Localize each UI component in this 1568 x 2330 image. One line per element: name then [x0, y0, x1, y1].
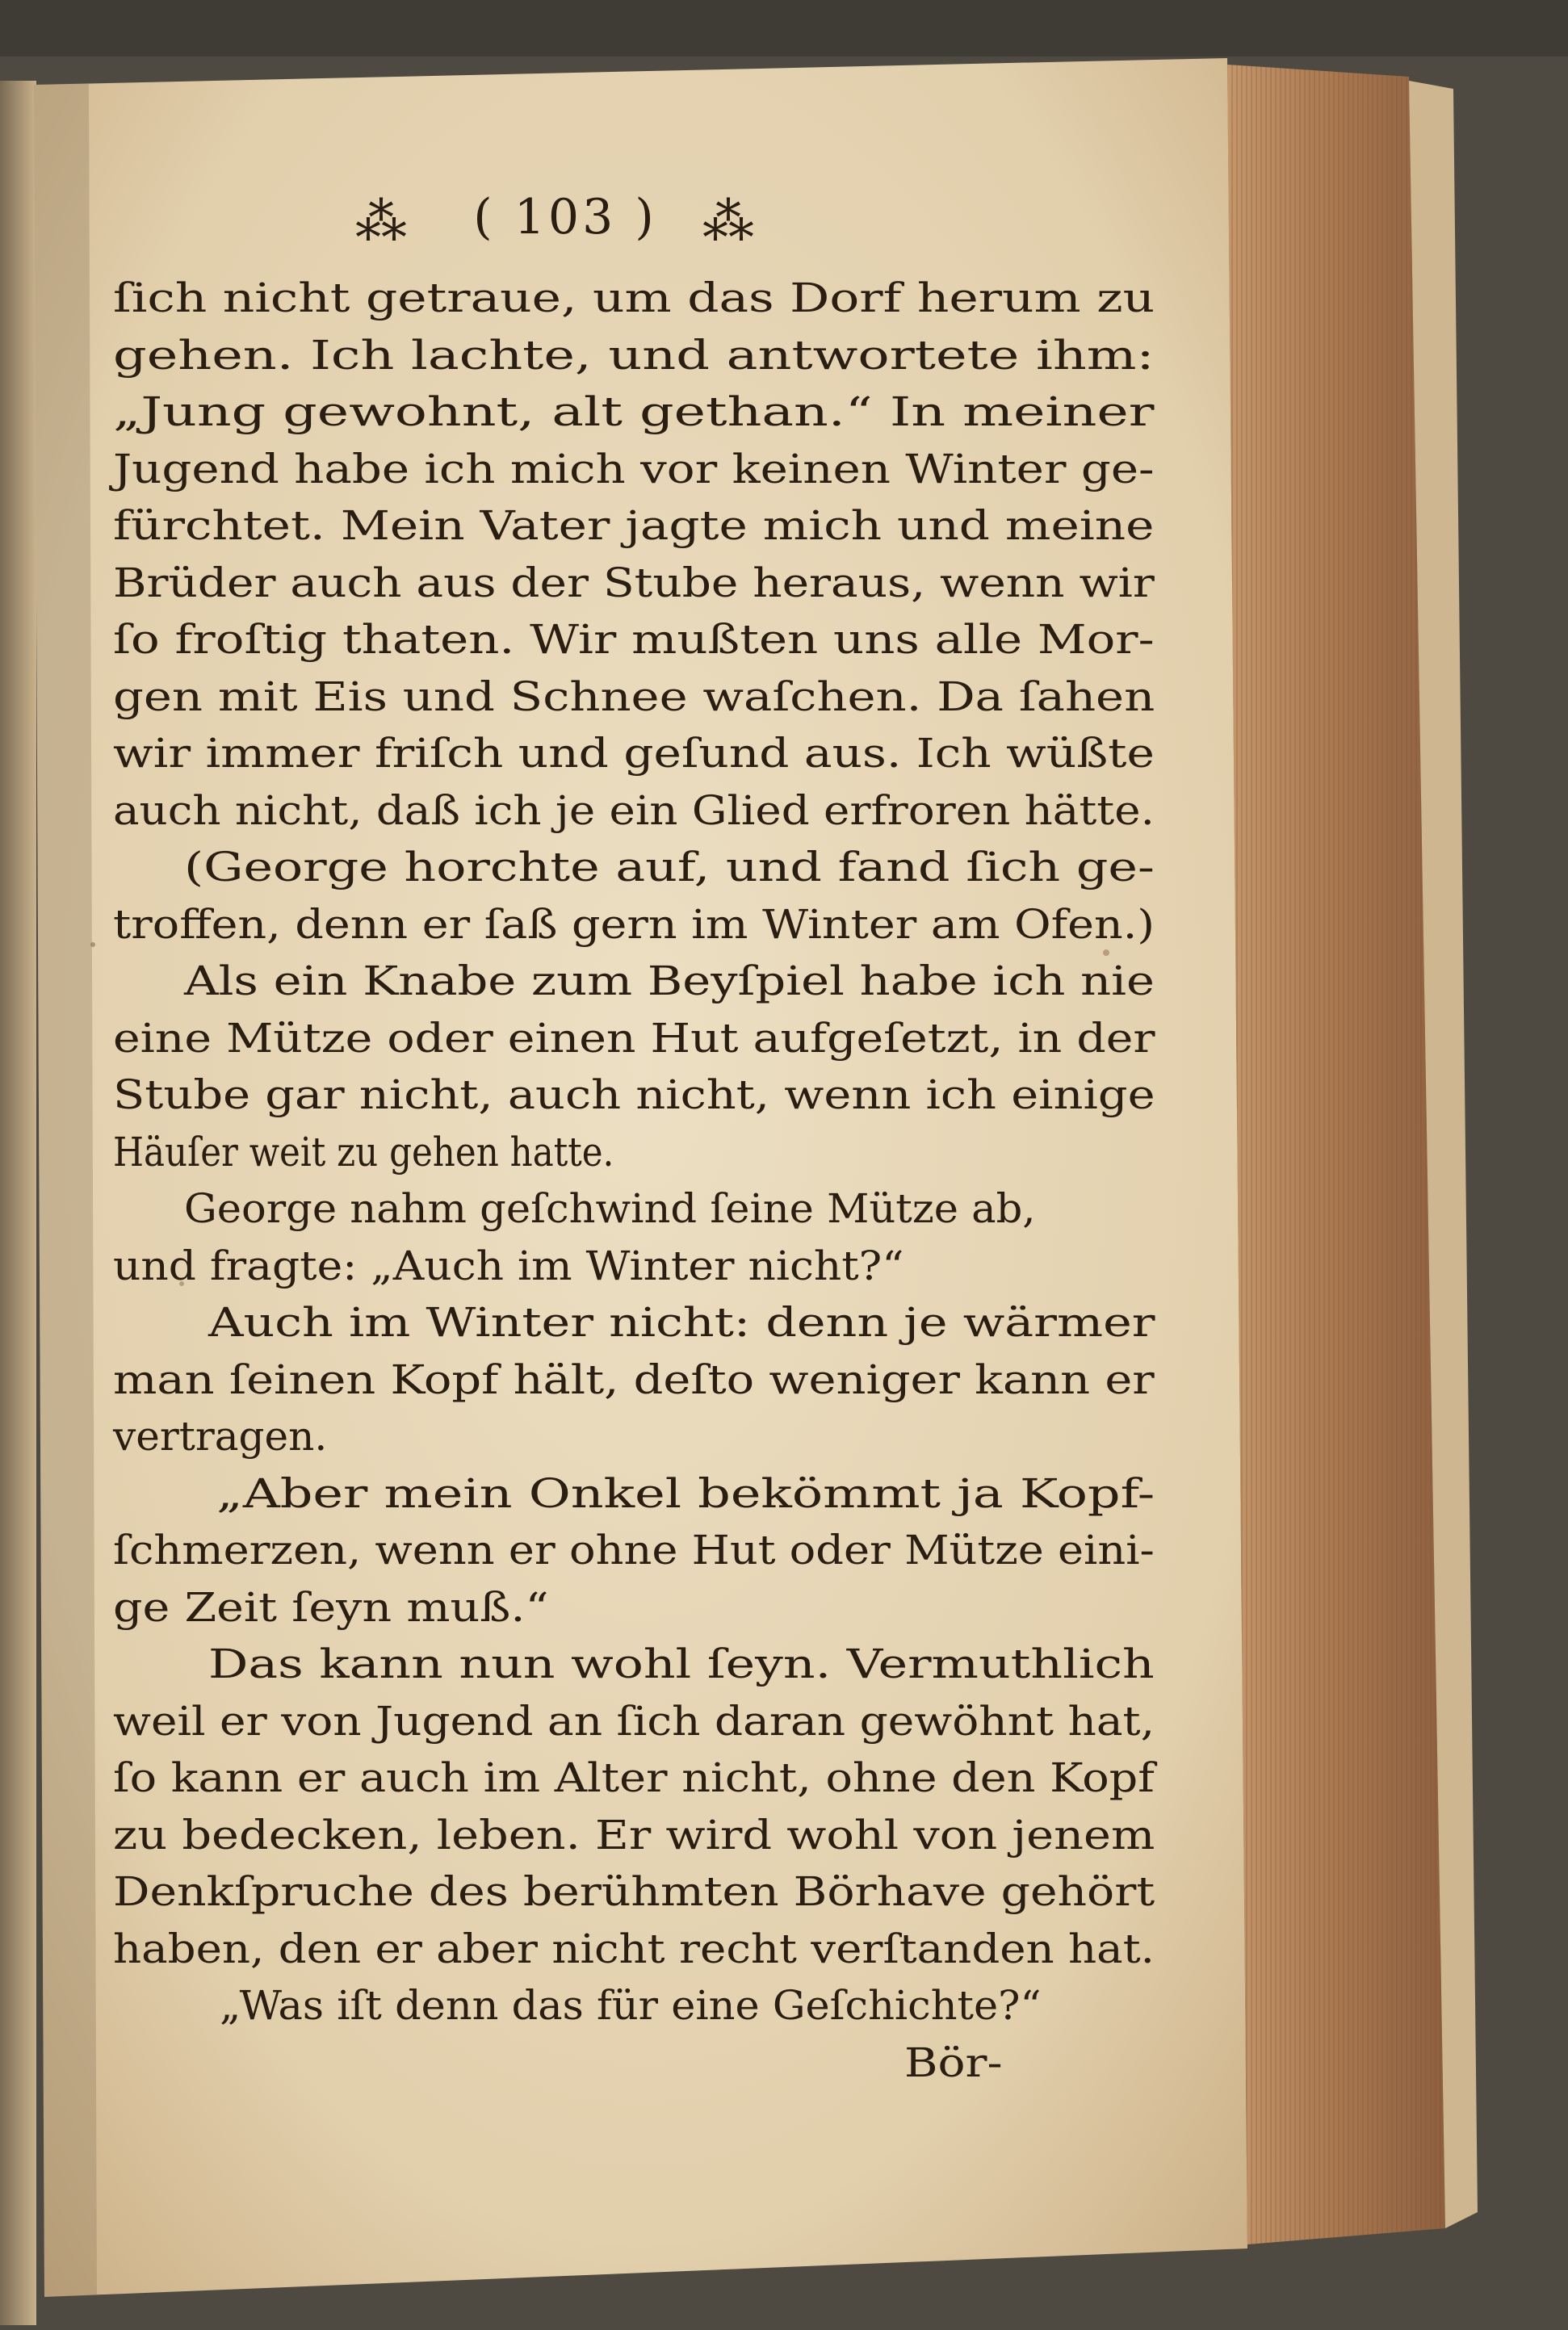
page-header	[347, 178, 783, 266]
text-line: Bör-	[904, 2039, 1003, 2086]
text-line: Auch im Winter nicht: denn je wärmer	[208, 1299, 1155, 1346]
text-line: haben, den er aber nicht recht verſtanden hat.	[113, 1925, 1155, 1972]
text-line: vertragen.	[113, 1413, 328, 1460]
ornament-right-icon: ⁂	[702, 192, 754, 252]
text-line: troffen, denn er ſaß gern im Winter am Ofen.)	[113, 900, 1155, 948]
text-line: und fragte: „Auch im Winter nicht?“	[113, 1242, 904, 1289]
text-line: Brüder auch aus der Stube heraus, wenn wir	[113, 559, 1155, 606]
text-line: ſo froſtig thaten. Wir mußten uns alle Mor-	[113, 616, 1155, 663]
text-line: ſich nicht getraue, um das Dorf herum zu	[113, 274, 1155, 321]
text-line: gen mit Eis und Schnee waſchen. Da ſahen	[113, 673, 1155, 720]
text-line: man ſeinen Kopf hält, deſto weniger kann er	[113, 1356, 1155, 1403]
text-line: weil er von Jugend an ſich daran gewöhnt hat,	[113, 1697, 1155, 1745]
text-line: wir immer friſch und geſund aus. Ich wüßte	[113, 730, 1155, 777]
text-line: fürchtet. Mein Vater jagte mich und meine	[113, 502, 1155, 549]
text-line: zu bedecken, leben. Er wird wohl von jenem	[113, 1811, 1155, 1859]
left-page-edge	[0, 81, 36, 2325]
text-line: George nahm geſchwind ſeine Mütze ab,	[184, 1185, 1036, 1232]
text-line: Stube gar nicht, auch nicht, wenn ich einige	[113, 1071, 1155, 1118]
text-line: Denkſpruche des berühmten Börhave gehört	[113, 1868, 1155, 1915]
text-line: Jugend habe ich mich vor keinen Winter ge-	[113, 445, 1155, 492]
text-line: Das kann nun wohl ſeyn. Vermuthlich	[208, 1641, 1155, 1687]
text-line: „Was iſt denn das für eine Geſchichte?“	[220, 1982, 1042, 2029]
text-line: auch nicht, daß ich je ein Glied erfroren hätte.	[113, 786, 1155, 834]
text-line: ſchmerzen, wenn er ohne Hut oder Mütze eini-	[113, 1527, 1155, 1574]
text-line: eine Mütze oder einen Hut aufgeſetzt, in der	[113, 1014, 1155, 1062]
text-line: ge Zeit ſeyn muß.“	[113, 1583, 549, 1631]
page-number: ( 103 )	[473, 189, 657, 245]
text-line: ſo kann er auch im Alter nicht, ohne den Kopf	[113, 1754, 1155, 1801]
text-line: „Aber mein Onkel bekömmt ja Kopf-	[216, 1469, 1155, 1517]
text-line: (George horchte auf, und fand ſich ge-	[184, 844, 1155, 891]
ornament-left-icon: ⁂	[355, 192, 407, 252]
text-line: gehen. Ich lachte, und antwortete ihm:	[113, 331, 1155, 379]
text-line: Häuſer weit zu gehen hatte.	[113, 1128, 614, 1175]
text-line: Als ein Knabe zum Beyſpiel habe ich nie	[184, 958, 1155, 1004]
text-line: „Jung gewohnt, alt gethan.“ In meiner	[113, 388, 1155, 435]
